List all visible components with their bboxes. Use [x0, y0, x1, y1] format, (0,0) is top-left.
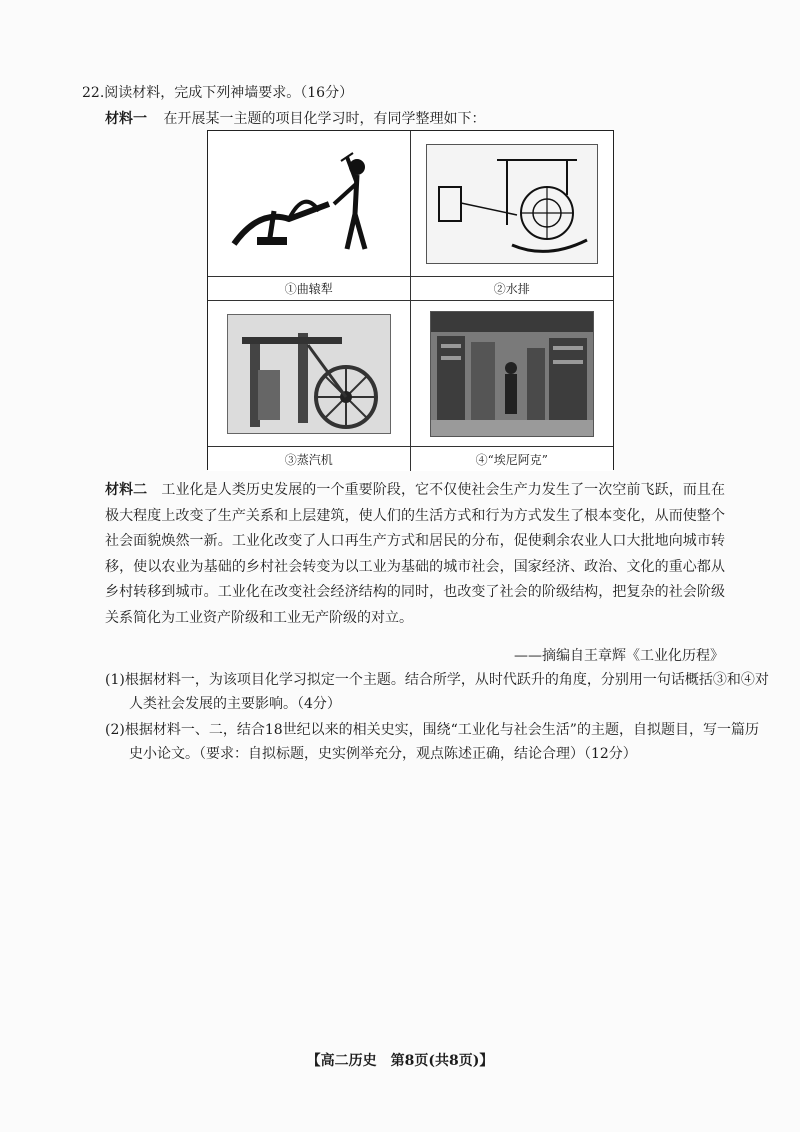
- steam-engine-icon: [228, 315, 390, 433]
- figure-cell-eniac: [411, 301, 614, 447]
- page-footer: 【高二历史 第8页(共8页)】: [306, 1053, 494, 1069]
- material-one-label: 材料一: [105, 111, 147, 127]
- water-bellows-icon: [427, 145, 597, 263]
- material-two-text: 工业化是人类历史发展的一个重要阶段，它不仅使社会生产力发生了一次空前飞跃，而且在极大程度上改变了生产关系和上层建筑，使人们的生活方式和行为方式发生了根本变化，从而使整个社会面貌焕然一新。工业化改变了人口再生产方式和居民的分布，促使剩余农业人口大批地向城市转移，使以农业为基础的乡村社会转变为以工业为基础的城市社会，国家经济、政治、文化的重心都从乡村转移到城市。工业化在改变社会经济结构的同时，也改变了社会的阶级结构，把复杂的社会阶级关系简化为工业资产阶级和工业无产阶级的对立。: [105, 482, 725, 626]
- plow-icon: [229, 149, 389, 259]
- sub-question-1: (1)根据材料一，为该项目化学习拟定一个主题。结合所学，从时代跃升的角度，分别用一句话概括③和④对人类社会发展的主要影响。（4分）: [105, 672, 769, 712]
- material-two-source: ——摘编自王章辉《工业化历程》: [514, 648, 724, 664]
- figure-caption-3: ③蒸汽机: [208, 447, 411, 471]
- eniac-computer-icon: [431, 312, 593, 436]
- sub-question-2: (2)根据材料一、二，结合18世纪以来的相关史实，围绕“工业化与社会生活”的主题，自拟题目，写一篇历史小论文。（要求：自拟标题，史实例举充分，观点陈述正确，结论合理）（12分）: [105, 722, 759, 762]
- figure-caption-4: ④“埃尼阿克”: [411, 447, 614, 471]
- figure-caption-1: ①曲辕犁: [208, 277, 411, 301]
- material-one-intro: [105, 108, 485, 130]
- question-header: 22.阅读材料，完成下列神墙要求。（16分）: [82, 85, 354, 101]
- material-one-text: 在开展某一主题的项目化学习时，有同学整理如下：: [163, 111, 486, 127]
- material-two-paragraph: [105, 478, 725, 631]
- figure-caption-2: ②水排: [411, 277, 614, 301]
- material-two-label: 材料二: [105, 482, 148, 498]
- figure-cell-plow: [208, 131, 411, 277]
- figure-table: [207, 130, 614, 470]
- figure-cell-water-bellows: [411, 131, 614, 277]
- figure-cell-steam-engine: [208, 301, 411, 447]
